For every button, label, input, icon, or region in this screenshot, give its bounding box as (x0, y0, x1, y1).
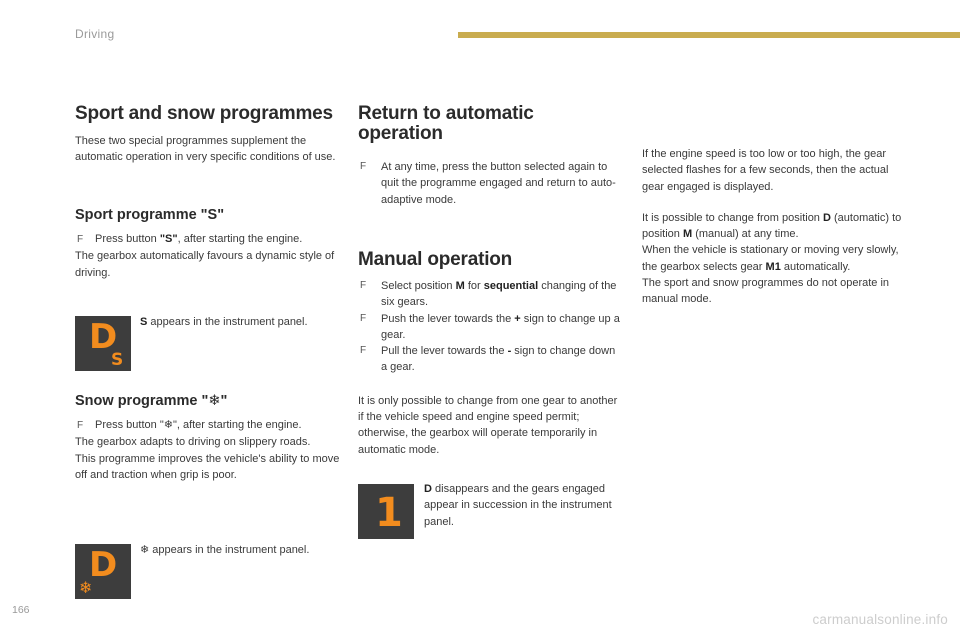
return-title-line2: operation (358, 123, 443, 144)
snowflake-icon: ❄ (79, 578, 93, 597)
sport-snow-intro: These two special programmes supplement the automatic operation in very specific conditions of use. (75, 135, 336, 164)
column-sport-snow (75, 104, 347, 166)
d-letter: D (424, 483, 432, 495)
sport-indicator-text: appears in the instrument panel. (147, 316, 308, 328)
plus-sign: + (514, 312, 521, 325)
m2-post: sign to change up a gear. (381, 312, 620, 341)
watermark: carmanualsonline.info (812, 612, 948, 627)
snow-description-2: This programme improves the vehicle's ability to move off and traction when grip is poor. (75, 452, 340, 481)
manual-indicator-caption (424, 481, 614, 530)
sport-press-text: Press button (95, 233, 160, 245)
sport-button-label: "S" (159, 233, 178, 245)
return-step-text: At any time, press the button selected again to quit the programme engaged and return to auto-adaptive mode. (381, 161, 616, 206)
manual-operation-title: Manual operation (358, 249, 513, 270)
snow-indicator-text: appears in the instrument panel. (149, 544, 310, 556)
sport-description: The gearbox automatically favours a dynamic style of driving. (75, 250, 335, 279)
sport-programme-heading: Sport programme "S" (75, 207, 225, 223)
engine-speed-note: If the engine speed is too low or too high, the gear selected flashes for a few seconds, then the actual gear engaged is displayed. (642, 148, 889, 193)
snow-indicator-tile (75, 544, 131, 599)
snowflake-icon: ❄ (140, 544, 150, 556)
bullet-icon: F (360, 345, 367, 357)
manual-step-down (358, 343, 620, 376)
snow-press-pre: Press button " (95, 419, 164, 431)
snow-indicator-caption (140, 542, 345, 558)
sport-press-step (75, 231, 340, 248)
bullet-icon: F (360, 312, 367, 324)
gear-d-display: D (89, 317, 118, 357)
bullet-icon: F (360, 280, 367, 291)
sport-snow-title: Sport and snow programmes (75, 103, 333, 124)
m1-post: changing of the six gears. (381, 280, 617, 309)
gear-d-display: D (89, 545, 118, 585)
manual-step-select (358, 278, 620, 311)
gear-indicator-tile (358, 484, 414, 539)
snow-heading-post: " (220, 393, 228, 409)
programmes-manual-note: The sport and snow programmes do not operate in manual mode. (642, 277, 890, 306)
p2-a: It is possible to change from position (642, 211, 823, 224)
snow-heading-pre: Snow programme " (75, 393, 209, 409)
sport-indicator-tile (75, 316, 131, 371)
snowflake-icon: ❄ (163, 419, 173, 431)
snowflake-icon: ❄ (208, 393, 221, 409)
return-step (358, 159, 616, 208)
p2-c: (manual) at any time. (692, 228, 799, 241)
p3-a: When the vehicle is stationary or moving very slowly, the gearbox selects gear (642, 244, 899, 273)
p3-b: automatically. (780, 260, 851, 273)
section-label: Driving (75, 27, 115, 41)
m3-pre: Pull the lever towards the (381, 345, 508, 358)
m1-pre: Select position (381, 280, 456, 292)
sport-indicator-letter: S (140, 316, 148, 328)
bullet-icon: F (360, 161, 367, 172)
snow-press-post: ", after starting the engine. (172, 419, 302, 431)
m1-for: for (464, 280, 484, 292)
m1-sequential: sequential (483, 280, 539, 292)
column-notes (642, 146, 902, 308)
snow-programme-heading (75, 393, 340, 409)
sport-indicator-caption (140, 314, 345, 330)
return-automatic-title (358, 104, 618, 144)
position-change-note (642, 210, 902, 243)
page-number: 166 (12, 604, 30, 616)
column-return-manual (358, 104, 618, 208)
return-title-line1: Return to automatic (358, 103, 534, 124)
bullet-icon: F (77, 420, 84, 431)
minus-sign: - (507, 345, 512, 358)
sport-after-text: , after starting the engine. (177, 233, 303, 245)
bullet-icon: F (77, 234, 84, 245)
p2-m: M (682, 228, 693, 241)
manual-step-up (358, 311, 620, 344)
manual-operation-section (358, 250, 620, 458)
manual-indicator-text: disappears and the gears engaged appear in succession in the instrument panel. (424, 483, 612, 528)
manual-gear-change-note: It is only possible to change from one gear to another if the vehicle speed and engine speed permit; otherwise, the gearbox will operate temporarily in automatic mode. (358, 394, 618, 456)
stationary-note (642, 242, 902, 275)
m1-position: M (455, 280, 465, 292)
snow-press-step (75, 417, 340, 434)
sport-s-display: S (111, 350, 124, 370)
snow-description-1: The gearbox adapts to driving on slippery roads. (75, 436, 311, 449)
p2-d: D (822, 211, 831, 224)
p3-m1: M1 (765, 260, 781, 273)
m3-post: sign to change down a gear. (381, 345, 616, 374)
header-accent-bar (458, 32, 960, 38)
m2-pre: Push the lever towards the (381, 312, 515, 325)
sport-programme-section (75, 207, 340, 281)
snow-programme-section (75, 393, 340, 483)
gear-1-display: 1 (375, 490, 403, 536)
p2-b: (automatic) to position (642, 211, 902, 241)
